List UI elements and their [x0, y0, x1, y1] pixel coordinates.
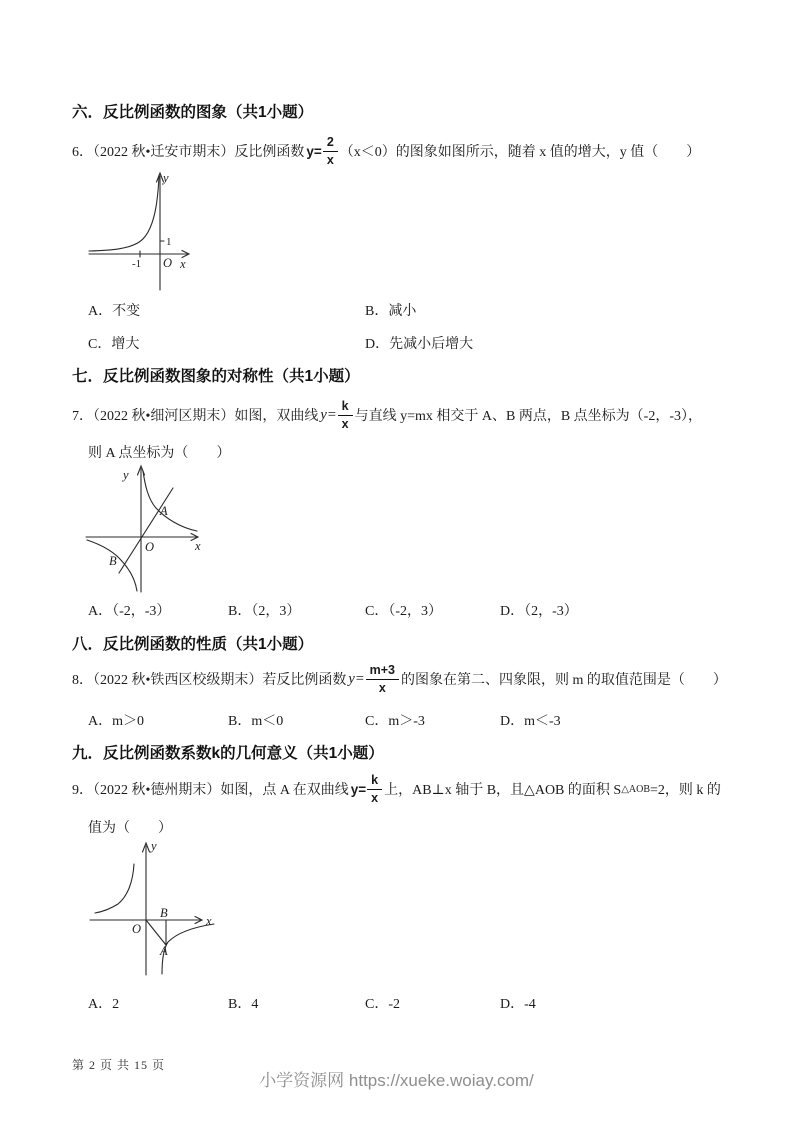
page-number: 第 2 页 共 15 页 [72, 1058, 166, 1072]
problem6-graph [88, 170, 200, 294]
y-axis-label: y [163, 171, 169, 185]
problem9-option-d: D．-4 [500, 997, 536, 1012]
problem6-option-b: B．减小 [365, 304, 417, 319]
problem9-prefix: 9．（2022 秋•德州期末）如图，点 A 在双曲线 [72, 783, 349, 798]
problem6-suffix: （x＜0）的图象如图所示，随着 x 值的增大，y 值（ ） [339, 145, 701, 160]
x-axis-label: x [195, 539, 201, 553]
problem6-option-a: A．不变 [88, 304, 141, 319]
formula-lhs: y= [320, 406, 337, 423]
fraction-denominator: x [378, 680, 386, 695]
point-a-label: A [160, 504, 168, 518]
fraction-numerator: k [338, 399, 353, 415]
section-title-6: 六．反比例函数的图象（共1小题） [72, 104, 314, 121]
problem6-option-c: C．增大 [88, 337, 140, 352]
formula-lhs: y= [306, 143, 322, 159]
problem7-graph [85, 462, 207, 598]
problem8-option-b: B．m＜0 [228, 714, 284, 729]
problem7-line2: 则 A 点坐标为（ ） [88, 446, 231, 461]
problem6-formula [306, 135, 337, 167]
problem9-suffix-b: =2，则 k 的 [650, 783, 721, 798]
problem8-suffix: 的图象在第二、四象限，则 m 的取值范围是（ ） [401, 673, 727, 688]
problem9-suffix-a: 上，AB⊥x 轴于 B，且△AOB 的面积 S [384, 783, 622, 798]
problem6-prefix: 6．（2022 秋•迁安市期末）反比例函数 [72, 145, 305, 160]
problem8-formula [348, 663, 399, 695]
point-a-label: A [160, 944, 168, 958]
shaded-triangle-aob [146, 920, 166, 945]
origin-label: O [132, 922, 142, 936]
point-b-label: B [160, 906, 168, 920]
section-title-9: 九．反比例函数系数k的几何意义（共1小题） [72, 745, 384, 762]
watermark: 小学资源网 https://xueke.woiay.com/ [259, 1071, 534, 1090]
fraction [323, 135, 338, 167]
y-axis-label: y [123, 468, 129, 482]
section-title-8: 八．反比例函数的性质（共1小题） [72, 636, 314, 653]
formula-lhs: y= [350, 781, 367, 797]
hyperbola-branch-q4 [162, 924, 214, 974]
problem9-subscript: △AOB [621, 783, 650, 795]
problem6-option-d: D．先减小后增大 [365, 337, 474, 352]
problem7-option-c: C．（-2，3） [365, 604, 442, 619]
point-b-label: B [109, 554, 117, 568]
problem8-text [72, 657, 727, 701]
x-tick-label: -1 [132, 258, 142, 270]
problem7-formula [320, 399, 352, 431]
y-axis-label: y [151, 839, 157, 853]
problem8-option-d: D．m＜-3 [500, 714, 561, 729]
problem9-option-b: B．4 [228, 997, 259, 1012]
fraction-denominator: x [341, 416, 349, 431]
origin-label: O [145, 540, 155, 554]
section-title-7: 七．反比例函数图象的对称性（共1小题） [72, 368, 360, 385]
problem9-text [72, 767, 721, 811]
fraction-denominator: x [371, 790, 379, 805]
problem7-prefix: 7．（2022 秋•细河区期末）如图，双曲线 [72, 409, 319, 424]
problem6-text [72, 129, 700, 173]
fraction-numerator: 2 [323, 135, 338, 151]
x-axis-label: x [180, 257, 186, 271]
fraction [366, 663, 399, 695]
hyperbola-branch-q2 [95, 864, 134, 913]
origin-label: O [163, 256, 173, 270]
hyperbola-branch [89, 175, 159, 251]
problem9-option-c: C．-2 [365, 997, 400, 1012]
problem9-line2: 值为（ ） [88, 821, 172, 836]
fraction-denominator: x [326, 152, 334, 167]
problem7-option-d: D．（2，-3） [500, 604, 578, 619]
fraction [338, 399, 353, 431]
problem9-graph [88, 838, 216, 980]
problem7-option-b: B．（2，3） [228, 604, 301, 619]
problem9-option-a: A．2 [88, 997, 120, 1012]
y-tick-label: 1 [166, 236, 172, 248]
problem8-option-c: C．m＞-3 [365, 714, 425, 729]
line-y-mx [119, 488, 173, 573]
problem7-text [72, 393, 702, 437]
fraction-numerator: k [367, 773, 382, 789]
problem9-formula [351, 773, 382, 805]
problem7-suffix: 与直线 y=mx 相交于 A、B 两点，B 点坐标为（-2，-3）， [354, 409, 702, 424]
x-axis-label: x [206, 914, 212, 928]
problem7-option-a: A．（-2，-3） [88, 604, 171, 619]
fraction-numerator: m+3 [366, 663, 399, 679]
fraction [367, 773, 382, 805]
problem8-prefix: 8．（2022 秋•铁西区校级期末）若反比例函数 [72, 673, 347, 688]
formula-lhs: y= [348, 670, 365, 687]
problem8-option-a: A．m＞0 [88, 714, 144, 729]
